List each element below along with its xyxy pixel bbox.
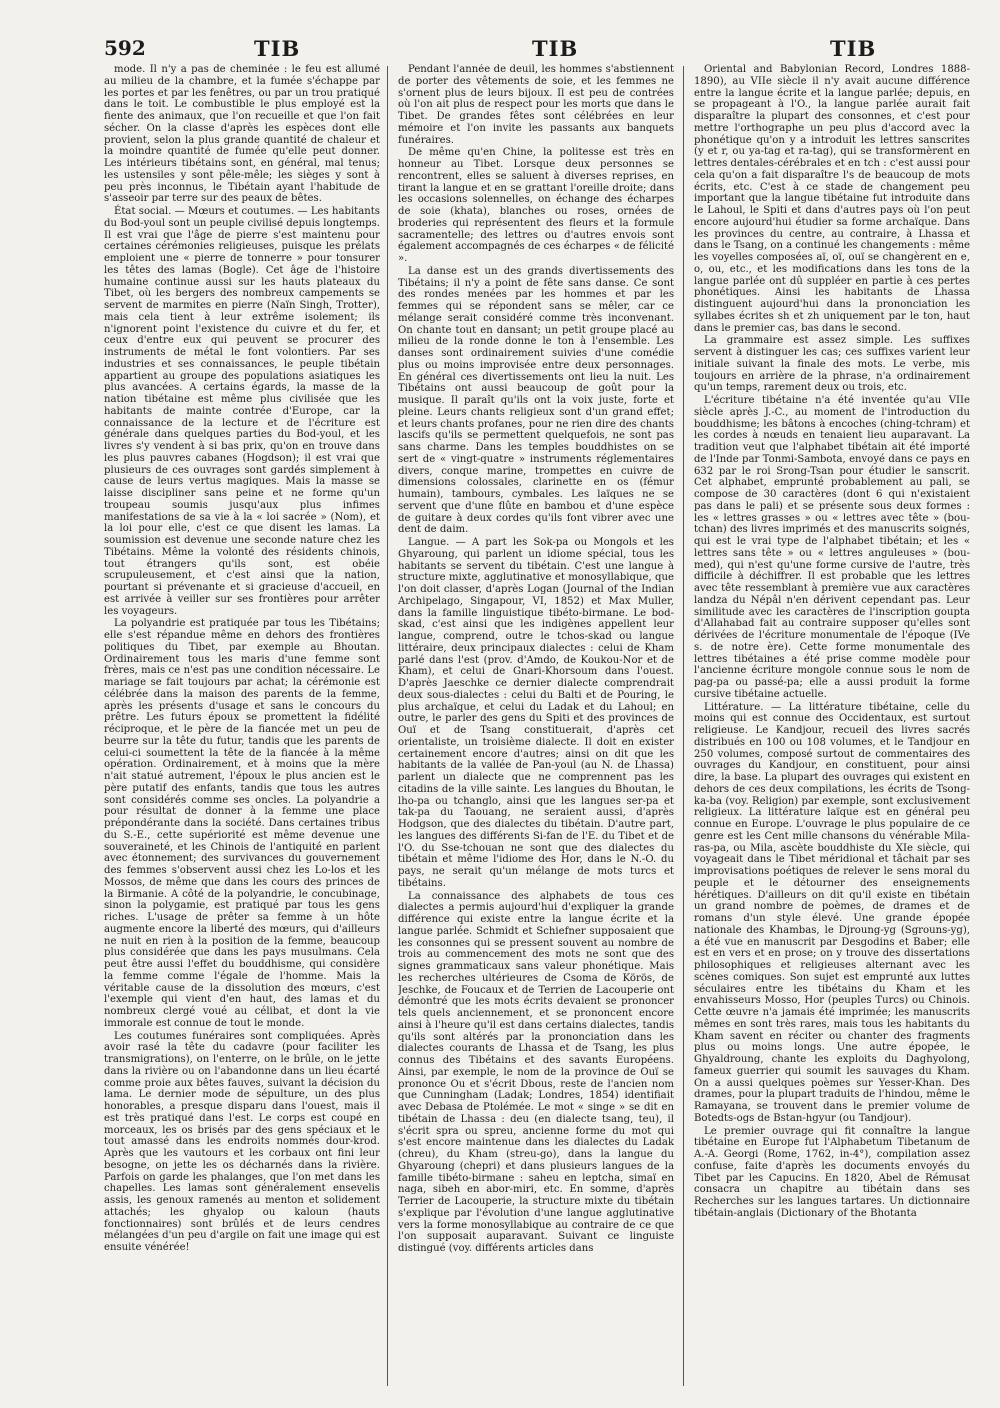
paragraph: La grammaire est assez simple. Les suffixes servent à distinguer les cas; ces suffixes varient leur initiale suivant la finale des mots. Le verbe, mis toujours en arrière de la phrase, n'a ordinairement qu'un temps, rarement deux ou trois, etc. (694, 335, 970, 394)
paragraph: La connaissance des alphabets de tous ces dialectes a permis aujourd'hui d'expliquer la grande différence qui existe entre la langue écrite et la langue parlée. Schmidt et Schiefner supposaient que les consonnes qui se pressent souvent au nombre de trois au commencement des mots ne sont que des signes grammaticaux sans valeur phonétique. Mais les recherches ultérieures de Csoma de Körös, de Jeschke, de Foucaux et de Terrien de Lacouperie ont démontré que les mots écrits devaient se prononcer tels quels anciennement, et se prononcent encore ainsi à l'heure qu'il est dans certains dialectes, tandis qu'ils sont altérés par la prononciation dans les dialectes courants de Lhassa et de Tsang, les plus connus des Tibétains et des savants Européens. Ainsi, par exemple, le nom de la province de Ouï se prononce Ou et s'écrit Dbous, reste de l'ancien nom que Cunningham (Ladak; Londres, 1854) identifiait avec Debasa de Ptolémée. Le mot « singe » se dit en tibétain de Lhassa : deu (en dialecte tsang, teu), il s'écrit spra ou spreu, ancienne forme du mot qui s'est encore maintenue dans les dialectes du Ladak (chreu), du Kham (streu-go), dans la langue du Ghyaroung (chepri) et dans plusieurs langues de la famille tibéto-birmane : saheu en leptcha, simaï en naga, sibeh en abor-miri, etc. En somme, d'après Terrier de Lacouperie, la structure mixte du tibétain s'explique par l'évolution d'une langue agglutinative vers la forme monosyllabique au contraire de ce que l'on supposait auparavant. Suivant ce linguiste distingué (voy. différents articles dans (398, 890, 674, 1254)
head-word-left: TIB (254, 36, 301, 61)
column-left (104, 64, 380, 1389)
paragraph: Oriental and Babylonian Record, Londres 1888-1890), au VIIe siècle il n'y avait aucune différence entre la langue écrite et la langue parlée; depuis, en se propageant à l'O., la langue parlée aurait fait disparaître la plupart des consonnes, et c'est pour mettre l'orthographe un peu plus d'accord avec la phonétique qu'on y a introduit les lettres sanscrites (y et r, ou ya-tag et ra-tag), qui se transformèrent en lettres dentales-cérébrales et en tch : c'est aussi pour cela qu'on a fait disparaître l's de beaucoup de mots écrits, etc. C'est à ce stade de changement peu important que la langue tibétaine fut introduite dans le Lahoul, le Spiti et dans d'autres pays où l'on peut encore aujourd'hui étudier sa forme archaïque. Dans les provinces du centre, au contraire, à Lhassa et dans le Tsang, on a continué les changements : même les voyelles composées aï, oï, ouï se changèrent en e, o, ou, etc., et les modifications dans les tons de la langue parlée ont dû suppléer en partie à ces pertes phonétiques. Ainsi les habitants de Lhassa distinguent aujourd'hui dans la prononciation les syllabes écrites sh et zh uniquement par le ton, haut dans le premier cas, bas dans le second. (694, 64, 970, 334)
text-columns (104, 64, 970, 1389)
paragraph: De même qu'en Chine, la politesse est très en honneur au Tibet. Lorsque deux personnes se rencontrent, elles se saluent à diverses reprises, en tirant la langue et en se grattant l'oreille droite; dans les occasions solennelles, on échange des écharpes de soie (khata), blanches ou roses, ornées de broderies qui représentent des fleurs et la formule sacramentelle; des lettres ou d'autres envois sont également accompagnés de ces écharpes « de félicité ». (398, 147, 674, 264)
paragraph: La polyandrie est pratiquée par tous les Tibétains; elle s'est répandue même en dehors des frontières politiques du Tibet, par exemple au Bhoutan. Ordinairement tous les maris d'une femme sont frères, mais ce n'est pas une condition nécessaire. Le mariage se fait toujours par achat; la cérémonie est célébrée dans la maison des parents de la femme, après les présents d'usage et sans le concours du prêtre. Les futurs époux se promettent la fidélité réciproque, et le père de la fiancée met un peu de beurre sur la tête du futur, tandis que les parents de celui-ci soumettent la tête de la fiancée à la même opération. Ordinairement, et à moins que la mère n'ait statué autrement, l'époux le plus ancien est le père putatif des enfants, tandis que tous les autres sont considérés comme ses oncles. La polyandrie a pour résultat de donner à la femme une place prépondérante dans la société. Dans certaines tribus du S.-E., cette supériorité est même devenue une souveraineté, et les Chinois de l'antiquité en parlent avec étonnement; des survivances du gouvernement des femmes s'observent aussi chez les Lo-los et les Mossos, de même que dans les cours des princes de la Birmanie. A côté de la polyandrie, le concubinage, sinon la polygamie, est pratiqué par tous les gens riches. L'usage de prêter sa femme à un hôte augmente encore la liberté des mœurs, qui d'ailleurs ne nuit en rien à la position de la femme, beaucoup plus considérée que dans les pays musulmans. Cela peut être aussi l'effet du bouddhisme, qui considère la femme comme l'égale de l'homme. Mais la véritable cause de la dissolution des mœurs, c'est l'exemple qui vient d'en haut, des lamas et du nombreux clergé voué au célibat, et dont la vie immorale est connue de tout le monde. (104, 618, 380, 1029)
paragraph: mode. Il n'y a pas de cheminée : le feu est allumé au milieu de la chambre, et la fumée s'échappe par les portes et par les fenêtres, ou par un trou pratiqué dans le toit. Le combustible le plus employé est la fiente des animaux, que l'on recueille et que l'on fait sécher. On la classe d'après les espèces dont elle provient, selon la plus grande quantité de chaleur et la moindre quantité de fumée qu'elle peut donner. Les intérieurs tibétains sont, en général, mal tenus; les ustensiles y sont pêle-mêle; les sièges y sont à peu près inconnus, le Tibétain ayant l'habitude de s'asseoir par terre sur des peaux de bêtes. (104, 64, 380, 205)
paragraph: Langue. — A part les Sok-pa ou Mongols et les Ghyaroung, qui parlent un idiome spécial, tous les habitants se servent du tibétain. C'est une langue à structure mixte, agglutinative et monosyllabique, que l'on doit classer, d'après Logan (Journal of the Indian Archipelago, Singapour, VI, 1852) et Max Muller, dans la famille linguistique tibéto-birmane. Le bod-skad, c'est ainsi que les indigènes appellent leur langue, comprend, outre le tchos-skad ou langue littéraire, deux principaux dialectes : celui de Kham parlé dans l'est (prov. d'Amdo, de Koukou-Nor et de Kham), et celui de Gnari-Khorsoum dans l'ouest. D'après Jaeschke ce dernier dialecte comprendrait deux sous-dialectes : celui du Balti et de Pouring, le plus archaïque, et celui du Ladak et du Lahoul; en outre, le parler des gens du Spiti et des provinces de Ouï et de Tsang constituerait, d'après cet orientaliste, un troisième dialecte. Il doit en exister certainement encore d'autres; ainsi on dit que les habitants de la vallée de Pan-youl (au N. de Lhassa) parlent un dialecte que ne comprennent pas les citadins de la ville sainte. Les langues du Bhoutan, le lho-pa ou tchanglo, ainsi que les langues ser-pa et tak-pa du Taouang, ne seraient aussi, d'après Hodgson, que des dialectes du tibétain. D'autre part, les langues des différents Si-fan de l'E. du Tibet et de l'O. du Sse-tchouan ne sont que des dialectes du tibétain et même l'idiome des Hor, dans le N.-O. du pays, ne serait qu'un mélange de mots turcs et tibétains. (398, 537, 674, 889)
paragraph: Littérature. — La littérature tibétaine, celle du moins qui est connue des Occidentaux, est surtout religieuse. Le Kandjour, recueil des livres sacrés distribués en 100 ou 108 volumes, et le Tandjour en 250 volumes, composé surtout de commentaires des ouvrages du Kandjour, en constituent, pour ainsi dire, la base. La plupart des ouvrages qui existent en dehors de ces deux compilations, les écrits de Tsong-ka-ba (voy. Religion) par exemple, sont exclusivement religieux. La littérature laïque est en général peu connue en Europe. L'ouvrage le plus populaire de ce genre est les Cent mille chansons du vénérable Mila-ras-pa, ou Mila, ascète bouddhiste du XIe siècle, qui voyageait dans le Tibet méridional et tâchait par ses improvisations poétiques de relever le sens moral du peuple et le détourner des enseignements hérétiques. D'ailleurs on dit qu'il existe en tibétain un grand nombre de poèmes, de drames et de romans d'un style élevé. Une grande épopée nationale des Khambas, le Djroung-yg (Sgrouns-yg), a été vue en manuscrit par Desgodins et Baber; elle est en vers et en prose; on y trouve des dissertations philosophiques et religieuses alternant avec les scènes comiques. Son sujet est emprunté aux luttes séculaires entre les tibétains du Kham et les envahisseurs Mosso, Hor (peuples Turcs) ou Chinois. Cette œuvre n'a jamais été imprimée; les manuscrits mêmes en sont très rares, mais tous les habitants du Kham savent en réciter ou chanter des fragments plus ou moins longs. Une autre épopée, le Ghyaldroung, chante les exploits du Daghyolong, fameux guerrier qui soumit les sauvages du Kham. On a aussi quelques poèmes sur Yesser-Khan. Des drames, pour la plupart traduits de l'hindou, même le Ramayana, se trouvent dans le premier volume de Botedts-ogs de Bstan-hgyur (ou Tandjour). (694, 701, 970, 1124)
paragraph: La danse est un des grands divertissements des Tibétains; il n'y a point de fête sans danse. Ce sont des rondes menées par les hommes et par les femmes qui se répondent sans se mêler, car ce mélange serait considéré comme très inconvenant. On chante tout en dansant; un petit groupe placé au milieu de la ronde donne le ton à l'ensemble. Les danses sont ordinairement suivies d'une comédie plus ou moins improvisée entre deux personnages. En général ces divertissements ont lieu la nuit. Les Tibétains ont aussi beaucoup de goût pour la musique. Il paraît qu'ils ont la voix juste, forte et pleine. Leurs chants religieux sont d'un grand effet; et leurs chants profanes, pour ne rien dire des chants lascifs qu'ils se permettent quelquefois, ne sont pas sans charme. Dans les temples bouddhistes on se sert de « vingt-quatre » instruments réglementaires divers, conque marine, trompettes en cuivre de dimensions colossales, clarinette en os (fémur humain), tambours, cymbales. Les laïques ne se servent que d'une flûte en bambou et d'une espèce de guitare à deux cordes qu'ils font vibrer avec une dent de daim. (398, 265, 674, 536)
paragraph: Le premier ouvrage qui fit connaître la langue tibétaine en Europe fut l'Alphabetum Tibetanum de A.-A. Georgi (Rome, 1762, in-4°), compilation assez confuse, faite d'après les documents envoyés du Tibet par les Capucins. En 1820, Abel de Rémusat consacra un chapitre au tibétain dans ses Recherches sur les langues tartares. Un dictionnaire tibétain-anglais (Dictionary of the Bhotanta (694, 1125, 970, 1219)
paragraph: Les coutumes funéraires sont compliquées. Après avoir rasé la tête du cadavre (pour faciliter les transmigrations), on l'enterre, on le brûle, on le jette dans la rivière ou on l'abandonne dans un lieu écarté comme proie aux bêtes fauves, suivant la décision du lama. Le dernier mode de sépulture, un des plus honorables, a presque disparu dans l'ouest, mais il est très pratiqué dans l'est. Le corps est coupé en morceaux, les os brisés par des gens spéciaux et le tout amassé dans les endroits nommés dour-krod. Après que les vautours et les corbaux ont fini leur besogne, on jette les os décharnés dans la rivière. Parfois on garde les phalanges, que l'on met dans les chapelles. Les lamas sont généralement ensevelis assis, les genoux ramenés au menton et solidement attachés; les ghyalop ou kaloun (hauts fonctionnaires) sont brûlés et de leurs cendres mélangées d'un peu d'argile on fait une image qui est ensuite vénérée! (104, 1030, 380, 1253)
column-right (694, 64, 970, 1389)
head-word-right: TIB (830, 36, 877, 61)
paragraph: État social. — Mœurs et coutumes. — Les habitants du Bod-youl sont un peuple civilisé depuis longtemps. Il est vrai que l'âge de pierre s'est maintenu pour certaines cérémonies religieuses, puisque les prélats emploient une « pierre de tonnerre » pour tonsurer les têtes des lamas (Bogle). Cet âge de l'histoire humaine continue aussi sur les hauts plateaux du Tibet, où les bergers des nombreux campements se servent de marmites en pierre (Naïn Singh, Trotter), mais cela tient à leur extrême isolement; ils n'ignorent point l'existence du cuivre et du fer, et ceux d'entre eux qui peuvent se procurer des instruments de métal le font volontiers. Par ses industries et ses connaissances, le peuple tibétain appartient au groupe des populations asiatiques les plus avancées. A certains égards, la masse de la nation tibétaine est même plus civilisée que les habitants de mainte contrée d'Europe, car la connaissance de la lecture et de l'écriture est générale dans quelques parties du Bod-youl, et les livres s'y vendent à si bas prix, qu'on en trouve dans les plus pauvres cabanes (Hogdson); il est vrai que plusieurs de ces ouvrages sont gardés simplement à cause de leurs vertus magiques. Mais la masse se laisse discipliner sans peine et ne forme qu'un troupeau soumis jusqu'aux plus infimes manifestations de sa vie à la « loi sacrée » (Nom), et la loi pour elle, c'est ce que disent les lamas. La soumission est devenue une seconde nature chez les Tibétains. Même la volonté des résidents chinois, tout étrangers qu'ils sont, est obéie scrupuleusement, et c'est ainsi que la nation, pourtant si prévenante et si gracieuse d'accueil, en est arrivée à veiller sur ses frontières pour arrêter les voyageurs. (104, 206, 380, 617)
column-middle (398, 64, 674, 1389)
paragraph: Pendant l'année de deuil, les hommes s'abstiennent de porter des vêtements de soie, et les femmes ne s'ornent plus de leurs bijoux. Il est peu de contrées où l'on ait plus de respect pour les morts que dans le Tibet. De grandes fêtes sont célébrées en leur mémoire et l'on invite les passants aux banquets funéraires. (398, 64, 674, 146)
head-word-center: TIB (532, 36, 579, 61)
paragraph: L'écriture tibétaine n'a été inventée qu'au VIIe siècle après J.-C., au moment de l'introduction du bouddhisme; les bâtons à encoches (ching-tchram) et les cordes à nœuds en tenaient lieu auparavant. La tradition veut que l'alphabet tibétain ait été importé de l'Inde par Tonmi-Sambota, envoyé dans ce pays en 632 par le roi Srong-Tsan pour étudier le sanscrit. Cet alphabet, emprunté probablement au pali, se compose de 30 caractères (dont 6 qui n'existaient pas dans le pali) et se présente sous deux formes : les « lettres grasses » ou « lettres avec tête » (bou-tchan) des livres imprimés et des manuscrits soignés, qui est le vrai type de l'alphabet tibétain; et les « lettres sans tête » ou « lettres anguleuses » (bou-med), qui n'est qu'une forme cursive de l'autre, très difficile à déchiffrer. Il est probable que les lettres avec tête ressemblant à première vue aux caractères landza du Népâl n'en dérivent cependant pas. Leur similitude avec les caractères de l'inscription goupta d'Allahabad fait au contraire supposer qu'elles sont dérivées de l'écriture monumentale de l'époque (IVe s. de notre ère). Cette forme monumentale des lettres tibétaines a été prise comme modèle pour l'ancienne écriture mongole connue sous le nom de pag-pa ou passé-pa; elle a aussi produit la forme cursive tibétaine actuelle. (694, 395, 970, 700)
page-number: 592 (104, 36, 146, 60)
